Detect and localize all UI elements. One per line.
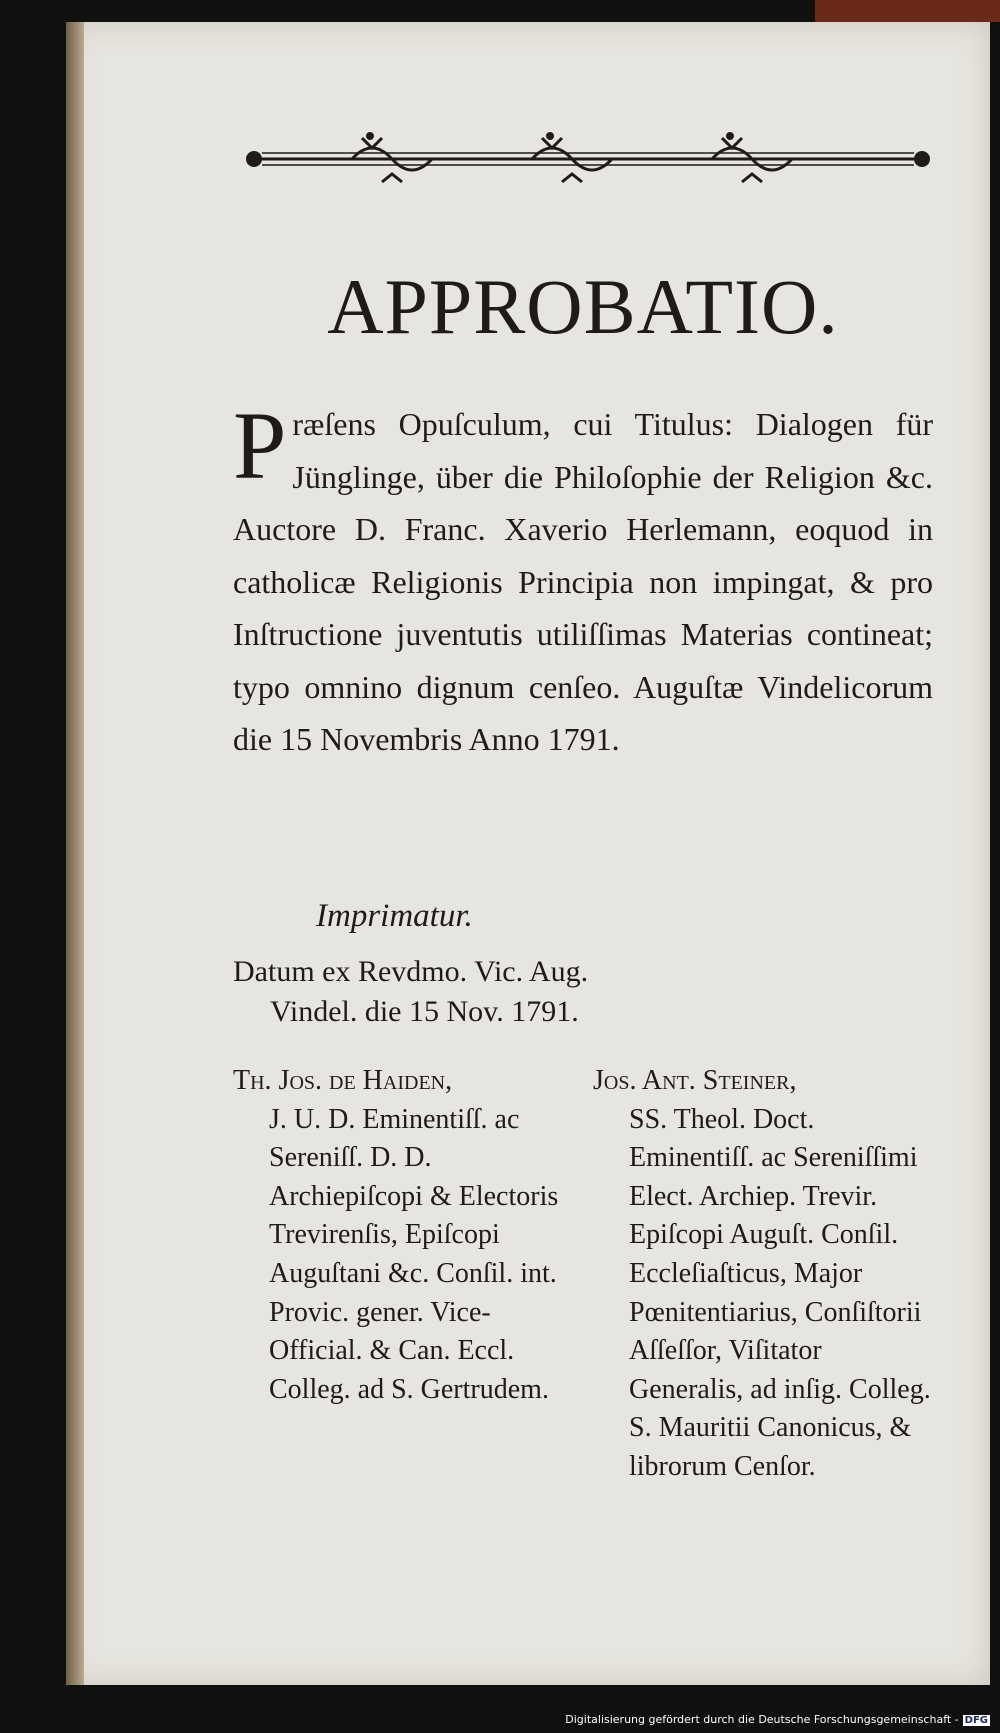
ornamental-headpiece-icon (242, 128, 934, 190)
imprimatur-heading: Imprimatur. (316, 898, 473, 934)
book-top-edge (815, 0, 1000, 22)
page-gutter (66, 22, 84, 1685)
dfg-logo: DFG (964, 1715, 988, 1726)
datum-block (233, 952, 593, 1032)
signatory-left-name: Th. Jos. de Haiden, (233, 1065, 453, 1096)
page-title: APPROBATIO. (327, 263, 839, 350)
drop-cap: P (233, 392, 287, 499)
signatory-right (593, 1062, 933, 1487)
footer-text: Digitalisierung gefördert durch die Deutsche Forschungsgemeinschaft - (565, 1713, 959, 1726)
approbation-paragraph (233, 392, 933, 766)
approbation-text: ræſens Opuſculum, cui Titulus: Dialogen für Jünglinge, über die Philoſophie der Religion &c. Auctore D. Franc. Xaverio Herlemann, eoquod in catholicæ Religionis Principia non impingat, & pro Inſtructione juventutis utiliſſimas Materias contineat; typo omnino dignum cenſeo. Auguſtæ Vindelicorum die 15 Novembris Anno 1791. (233, 406, 933, 757)
digitization-footer (565, 1713, 990, 1726)
signatory-left-titles: J. U. D. Eminentiſſ. ac Sereniſſ. D. D. Archiepiſcopi & Electoris Trevirenſis, Epiſcopi Auguſtani &c. Conſil. int. Provic. gener. Vice-Official. & Can. Eccl. Colleg. ad S. Gertrudem. (269, 1103, 559, 1405)
signatory-right-titles: SS. Theol. Doct. Eminentiſſ. ac Sereniſſimi Elect. Archiep. Trevir. Epiſcopi Auguſt. Conſil. Eccleſiaſticus, Major Pœnitentiarius, Conſiſtorii Aſſeſſor, Viſitator Generalis, ad inſig. Colleg. S. Mauritii Canonicus, & librorum Cenſor. (629, 1103, 931, 1482)
datum-text: Datum ex Revdmo. Vic. Aug. Vindel. die 15 Nov. 1791. (233, 955, 589, 1028)
signatory-left (233, 1062, 583, 1409)
signatory-right-name: Jos. Ant. Steiner, (593, 1065, 797, 1096)
